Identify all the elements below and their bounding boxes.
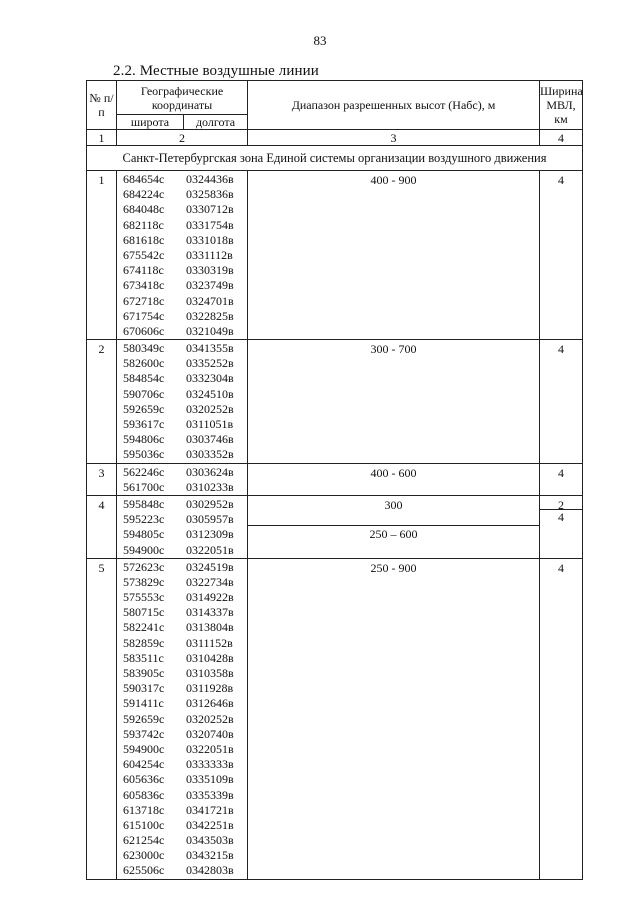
longitude: 0335339в [186, 787, 234, 802]
coord-pair [117, 371, 247, 386]
longitude: 0330712в [186, 202, 234, 217]
latitude: 594900с [123, 741, 165, 756]
longitude: 0320252в [186, 711, 234, 726]
coord-pair [117, 324, 247, 339]
coord-pair [117, 818, 247, 833]
latitude: 582859с [123, 635, 165, 650]
latitude: 582241с [123, 620, 165, 635]
longitude: 0335252в [186, 356, 234, 371]
longitude: 0342803в [186, 863, 234, 878]
latitude: 684224с [123, 187, 165, 202]
coord-pair [117, 560, 247, 575]
row-number: 4 [87, 495, 117, 558]
coord-pair [117, 402, 247, 417]
latitude: 562246с [123, 464, 165, 479]
longitude: 0324519в [186, 559, 234, 574]
latitude: 575553с [123, 590, 165, 605]
longitude: 0341721в [186, 802, 234, 817]
longitude: 0302952в [186, 496, 234, 511]
longitude: 0314337в [186, 605, 234, 620]
width-value-b: 4 [558, 509, 565, 524]
longitude: 0312309в [186, 527, 234, 542]
table-row [87, 463, 583, 495]
col-num-2: 2 [117, 130, 248, 146]
longitude: 0331018в [186, 232, 234, 247]
latitude: 684654с [123, 172, 165, 186]
latitude: 595223с [123, 512, 165, 527]
coord-pair [117, 356, 247, 371]
row-number: 2 [87, 340, 117, 464]
coord-pair [117, 248, 247, 263]
width-value: 4 [540, 463, 583, 495]
coords-cell [117, 463, 248, 495]
header-lon: долгота [184, 115, 248, 130]
latitude: 583511с [123, 650, 164, 665]
latitude: 594806с [123, 432, 165, 447]
coord-pair [117, 863, 247, 878]
coord-pair [117, 202, 247, 217]
coords-cell [117, 171, 248, 340]
latitude: 592659с [123, 711, 165, 726]
coord-pair [117, 803, 247, 818]
longitude: 0303624в [186, 464, 234, 479]
latitude: 615100с [123, 817, 165, 832]
longitude: 0323749в [186, 278, 234, 293]
coord-pair [117, 432, 247, 447]
coord-pair [117, 712, 247, 727]
longitude: 0335109в [186, 772, 234, 787]
coord-pair [117, 651, 247, 666]
col-num-1: 1 [87, 130, 117, 146]
page-number: 83 [313, 33, 327, 48]
range-value: 250 - 900 [248, 558, 540, 879]
longitude: 0331754в [186, 217, 234, 232]
header-coords: Географические координаты [117, 81, 248, 115]
col-num-4: 4 [540, 130, 583, 146]
longitude: 0331112в [186, 247, 233, 262]
width-value: 4 [540, 558, 583, 879]
row-number: 1 [87, 171, 117, 340]
latitude: 605636с [123, 772, 165, 787]
header-width: Ширина МВЛ, км [540, 81, 583, 130]
latitude: 594900с [123, 542, 165, 557]
coord-pair [117, 605, 247, 620]
coord-pair [117, 590, 247, 605]
coord-pair [117, 848, 247, 863]
latitude: 573829с [123, 574, 165, 589]
width-cell [540, 495, 583, 558]
latitude: 670606с [123, 323, 165, 338]
longitude: 0320252в [186, 401, 234, 416]
longitude: 0312646в [186, 696, 234, 711]
longitude: 0311152в [186, 635, 233, 650]
zone-title: Санкт-Петербургская зона Единой системы организации воздушного движения [87, 146, 583, 171]
latitude: 593617с [123, 417, 165, 431]
coord-pair [117, 417, 247, 432]
coord-pair [117, 575, 247, 590]
longitude: 0325836в [186, 187, 234, 202]
latitude: 595036с [123, 447, 165, 462]
latitude: 593742с [123, 726, 165, 741]
latitude: 673418с [123, 278, 165, 293]
longitude: 0311051в [186, 417, 234, 431]
latitude: 590317с [123, 681, 165, 696]
latitude: 580349с [123, 341, 165, 356]
range-value: 400 - 900 [248, 171, 540, 340]
local-airlines-table [86, 80, 583, 880]
coord-pair [117, 636, 247, 651]
longitude: 0311928в [186, 681, 234, 696]
col-num-3: 3 [248, 130, 540, 146]
latitude: 561700с [123, 479, 165, 494]
row-number: 3 [87, 463, 117, 495]
coord-pair [117, 788, 247, 803]
section-title: 2.2. Местные воздушные линии [113, 63, 319, 79]
longitude: 0322051в [186, 741, 234, 756]
table-row [87, 340, 583, 464]
coord-pair [117, 727, 247, 742]
latitude: 605836с [123, 787, 165, 802]
latitude: 572623с [123, 559, 165, 574]
longitude: 0324436в [186, 172, 234, 186]
coord-pair [117, 757, 247, 772]
range-value: 300 - 700 [248, 340, 540, 464]
coord-pair [117, 772, 247, 787]
header-no: № п/п [87, 81, 117, 130]
longitude: 0333333в [186, 757, 234, 772]
coord-pair [117, 387, 247, 402]
latitude: 613718с [123, 802, 165, 817]
table-row [87, 495, 583, 558]
longitude: 0320740в [186, 726, 234, 741]
width-value-a: 2 [540, 496, 582, 510]
latitude: 684048с [123, 202, 165, 217]
airlines-table-wrapper [86, 80, 582, 880]
latitude: 591411с [123, 696, 164, 711]
coord-pair [117, 172, 247, 187]
coord-pair [117, 218, 247, 233]
latitude: 671754с [123, 308, 165, 323]
longitude: 0321049в [186, 323, 234, 338]
coord-pair [117, 309, 247, 324]
latitude: 682118с [123, 217, 164, 232]
coords-cell [117, 340, 248, 464]
latitude: 592659с [123, 401, 165, 416]
range-cell [248, 495, 540, 558]
latitude: 580715с [123, 605, 165, 620]
latitude: 583905с [123, 666, 165, 680]
longitude: 0330319в [186, 263, 234, 278]
coord-pair [117, 512, 247, 527]
longitude: 0310358в [186, 666, 234, 680]
coords-cell [117, 495, 248, 558]
longitude: 0324510в [186, 386, 234, 401]
coord-pair [117, 497, 247, 512]
coords-cell [117, 558, 248, 879]
range-value-b: 250 – 600 [369, 526, 418, 541]
longitude: 0343215в [186, 848, 234, 863]
longitude: 0314922в [186, 590, 234, 605]
latitude: 675542с [123, 247, 165, 262]
longitude: 0305957в [186, 512, 234, 527]
longitude: 0303746в [186, 432, 234, 447]
header-lat: широта [117, 115, 184, 130]
longitude: 0313804в [186, 620, 234, 635]
latitude: 681618с [123, 232, 165, 247]
coord-pair [117, 620, 247, 635]
longitude: 0310428в [186, 650, 234, 665]
coord-pair [117, 278, 247, 293]
latitude: 604254с [123, 757, 165, 772]
latitude: 582600с [123, 356, 165, 371]
coord-pair [117, 833, 247, 848]
coord-pair [117, 543, 247, 558]
longitude: 0322825в [186, 308, 234, 323]
coord-pair [117, 233, 247, 248]
longitude: 0342251в [186, 817, 234, 832]
latitude: 674118с [123, 263, 164, 278]
longitude: 0341355в [186, 341, 234, 356]
latitude: 590706с [123, 386, 165, 401]
longitude: 0322051в [186, 542, 234, 557]
table-row [87, 171, 583, 340]
longitude: 0332304в [186, 371, 234, 386]
longitude: 0322734в [186, 574, 234, 589]
longitude: 0310233в [186, 479, 234, 494]
width-value: 4 [540, 340, 583, 464]
table-row [87, 558, 583, 879]
width-value: 4 [540, 171, 583, 340]
header-range: Диапазон разрешенных высот (Набс), м [248, 81, 540, 130]
coord-pair [117, 294, 247, 309]
latitude: 623000с [123, 848, 165, 863]
coord-pair [117, 465, 247, 480]
coord-pair [117, 341, 247, 356]
latitude: 621254с [123, 833, 165, 848]
latitude: 672718с [123, 293, 165, 308]
latitude: 594805с [123, 527, 165, 542]
range-value-a: 300 [248, 496, 539, 526]
coord-pair [117, 696, 247, 711]
longitude: 0343503в [186, 833, 234, 848]
coord-pair [117, 527, 247, 542]
range-value: 400 - 600 [248, 463, 540, 495]
latitude: 584854с [123, 371, 165, 386]
coord-pair [117, 681, 247, 696]
coord-pair [117, 480, 247, 495]
latitude: 595848с [123, 496, 165, 511]
coord-pair [117, 666, 247, 681]
longitude: 0324701в [186, 293, 234, 308]
row-number: 5 [87, 558, 117, 879]
longitude: 0303352в [186, 447, 234, 462]
latitude: 625506с [123, 863, 165, 878]
coord-pair [117, 447, 247, 462]
coord-pair [117, 187, 247, 202]
coord-pair [117, 742, 247, 757]
coord-pair [117, 263, 247, 278]
